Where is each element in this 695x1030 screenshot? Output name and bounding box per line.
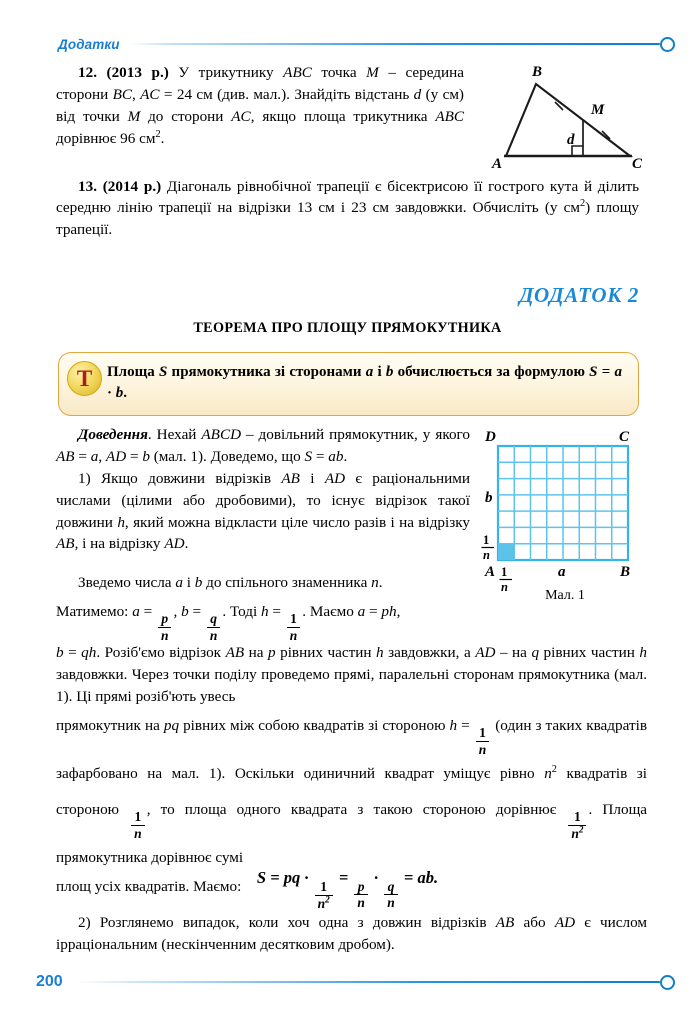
page-number: 200 xyxy=(36,973,63,990)
svg-text:n: n xyxy=(483,548,490,562)
appendix-title: ДОДАТОК 2 xyxy=(519,283,639,307)
grid-label-c: C xyxy=(619,429,630,445)
page-footer xyxy=(0,971,695,993)
triangle-vertex-c-label: C xyxy=(632,156,643,172)
problem-13-year: (2014 р.) xyxy=(102,177,162,195)
problems-section xyxy=(56,62,639,241)
grid-label-a: A xyxy=(485,564,496,580)
fraction-1-over-n: $\frac{1}{n}$ xyxy=(287,612,301,642)
problem-13-text: 13. (2014 р.) Діагональ рівнобічної трапеції є бісектрисою її гострого кута й ділить середню лінію трапеції на відрізки 13 см і 23 см завдовжки. Обчисліть (у $см^2$) площу трапеції. xyxy=(56,177,640,239)
triangle-height-d-label: d xyxy=(567,132,575,148)
proof-lead-word: Доведення xyxy=(78,426,148,443)
footer-rule xyxy=(75,981,660,983)
grid-figure-caption: Мал. 1 xyxy=(545,588,585,603)
svg-text:1: 1 xyxy=(501,565,508,579)
grid-side-label-b: b xyxy=(485,490,493,506)
theorem-badge-icon xyxy=(67,361,102,396)
fraction-1-over-n-3: $\frac{1}{n}$ xyxy=(131,810,145,840)
proof-paragraph-2: 1) Якщо довжини відрізків AB i AD є раціональними числами (цілими або дробовими), то існує відрізок такої довжини h, який можна відкласти ціле число разів і на відрізку AB, і на відрізку AD. xyxy=(56,469,470,553)
header-end-circle-icon xyxy=(660,37,675,52)
problem-12-text: 12. (2013 р.) У трикутнику ABC точка M – середина сторони BC, AC = 24 см (див. мал.). Знайдіть відстань d (у см) від точки M до сторони AC, якщо площа трикутника ABC дорівнює 96 $см^2$. xyxy=(56,64,464,147)
proof-paragraph-3a: Зведемо числа a i b до спільного знаменника n. xyxy=(78,574,383,591)
proof-paragraph-3c: b = qh. Розіб'ємо відрізок AB на p рівних частин h завдовжки, а AD – на q рівних частин h завдовжки. Через точки поділу проведемо прямі, паралельні сторонам прямокутника (мал. 1). Ці прямі розіб'ють увесь xyxy=(56,644,647,705)
footer-end-circle-icon xyxy=(660,975,675,990)
grid-label-d: D xyxy=(485,429,496,445)
grid-unit-label-left xyxy=(482,533,495,562)
theorem-callout-box xyxy=(58,352,639,416)
page-header xyxy=(0,32,695,56)
triangle-midpoint-m-label: M xyxy=(591,102,605,118)
proof-paragraph-3e: площ усіх квадратів. Маємо: xyxy=(56,877,242,895)
grid-label-b: B xyxy=(620,564,631,580)
problem-13 xyxy=(56,176,639,242)
formula-expression: S = pq · $\frac{1}{n^2}$ = $\frac{p}{n}$ · $\frac{q}{n}$ = ab. xyxy=(256,868,439,911)
svg-text:1: 1 xyxy=(483,533,490,547)
proof-narrow-column xyxy=(56,424,470,555)
triangle-vertex-b-label: B xyxy=(532,64,543,80)
theorem-heading: ТЕОРЕМА ПРО ПЛОЩУ ПРЯМОКУТНИКА xyxy=(193,320,502,336)
fraction-q-over-n: $\frac{q}{n}$ xyxy=(207,612,221,642)
header-rule xyxy=(129,43,660,45)
problem-12-year: (2013 р.) xyxy=(106,64,169,81)
display-formula xyxy=(0,868,695,910)
problem-13-number: 13. xyxy=(78,177,97,195)
svg-text:n: n xyxy=(501,580,508,594)
fraction-1-over-n-squared: $\frac{1}{n^2}$ xyxy=(568,810,586,840)
fraction-1-over-n-2: $\frac{1}{n}$ xyxy=(476,726,490,756)
proof-paragraph-3d: прямокутник на pq рівних між собою квадратів зі стороною h = $\frac{1}{n}$ (один з таких квадратів зафарбовано на мал. 1). Оскільки одиничний квадрат уміщує рівно $n^2$ квадратів зі стороною $\frac{1}{n}$ , то площа одного квадрата з такою стороною дорівнює $\frac{1}{n^2}$ . Площа прямокутника дорівнює сумі xyxy=(56,716,648,867)
proof-paragraph-4: 2) Розглянемо випадок, коли хоч одна з довжин відрізків AB або AD є числом ірраціональним (нескінченним десятковим дробом). xyxy=(56,914,647,953)
proof-final-paragraph-wrap xyxy=(56,912,647,956)
triangle-vertex-a-label: A xyxy=(492,156,503,172)
proof-wide-column xyxy=(56,572,648,911)
theorem-statement: Площа S прямокутника зі сторонами a i b обчислюється за формулою S = a · b. xyxy=(107,364,622,402)
problem-12 xyxy=(56,62,464,150)
proof-paragraph-3b: Матимемо: a = $\frac{p}{n}$ , b = $\frac{q}{n}$ . Тоді h = $\frac{1}{n}$ . Маємо a = ph, xyxy=(56,602,401,643)
theorem-badge-letter: Т xyxy=(76,365,93,391)
fraction-p-over-n: $\frac{p}{n}$ xyxy=(158,612,172,642)
grid-side-label-a: a xyxy=(558,564,566,580)
problem-12-number: 12. xyxy=(78,64,97,81)
proof-paragraph-1: Доведення. Нехай ABCD – довільний прямокутник, у якого AB = a, AD = b (мал. 1). Доведемо, що S = ab. xyxy=(56,426,470,465)
running-head-title: Додатки xyxy=(58,36,120,52)
